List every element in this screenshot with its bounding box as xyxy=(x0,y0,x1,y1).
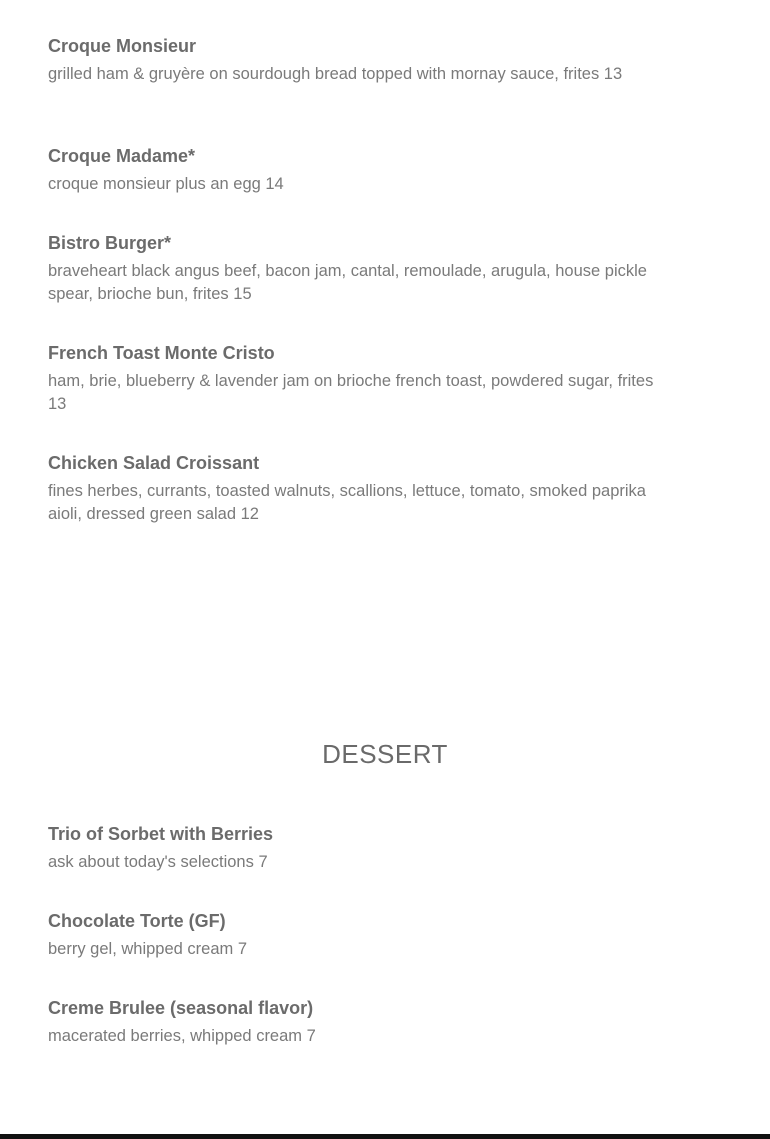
item-description: ask about today's selections 7 xyxy=(48,853,268,871)
item-description: berry gel, whipped cream 7 xyxy=(48,940,248,958)
menu-item xyxy=(48,910,668,961)
menu-item xyxy=(48,452,668,526)
item-name: Chicken Salad Croissant xyxy=(48,453,260,473)
item-description: macerated berries, whipped cream 7 xyxy=(48,1027,316,1045)
item-description: fines herbes, currants, toasted walnuts, scallions, lettuce, tomato, smoked paprika aioli, dressed green salad 12 xyxy=(48,482,646,523)
page-bottom-rule xyxy=(0,1134,770,1139)
menu-item xyxy=(48,997,668,1048)
item-description: grilled ham & gruyère on sourdough bread topped with mornay sauce, frites 13 xyxy=(48,65,623,83)
item-description: croque monsieur plus an egg 14 xyxy=(48,175,284,193)
item-description: braveheart black angus beef, bacon jam, cantal, remoulade, arugula, house pickle spear, brioche bun, frites 15 xyxy=(48,262,647,303)
menu-item xyxy=(48,145,668,196)
dessert-section-title: DESSERT xyxy=(322,739,448,769)
menu-item xyxy=(48,232,668,306)
item-name: Croque Madame* xyxy=(48,146,196,166)
menu-item xyxy=(48,35,668,86)
item-description: ham, brie, blueberry & lavender jam on brioche french toast, powdered sugar, frites 13 xyxy=(48,372,654,413)
item-name: Creme Brulee (seasonal flavor) xyxy=(48,998,314,1018)
item-name: Chocolate Torte (GF) xyxy=(48,911,226,931)
item-name: French Toast Monte Cristo xyxy=(48,343,275,363)
item-name: Bistro Burger* xyxy=(48,233,172,253)
item-name: Croque Monsieur xyxy=(48,36,197,56)
menu-item xyxy=(48,342,668,416)
item-name: Trio of Sorbet with Berries xyxy=(48,824,274,844)
menu-item xyxy=(48,823,668,874)
